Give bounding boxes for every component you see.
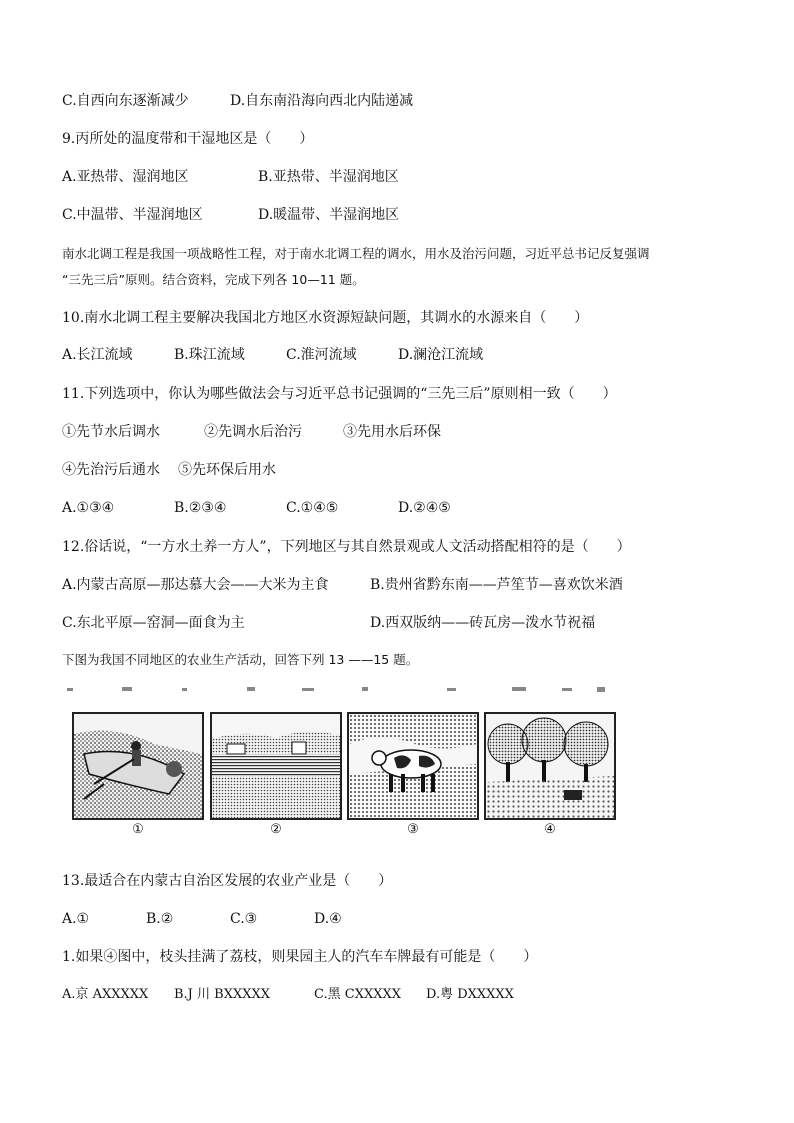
q10-option-a: A.长江流域 bbox=[62, 347, 133, 363]
q10-option-d: D.澜沧江流域 bbox=[398, 347, 484, 363]
intro-10-11-line2: “三先三后”原则。结合资料，完成下列各 10—11 题。 bbox=[62, 272, 365, 287]
q11-stem: 11.下列选项中，你认为哪些做法会与习近平总书记强调的“三先三后”原则相一致（ ） bbox=[62, 386, 617, 402]
figure-panel-2 bbox=[210, 712, 342, 820]
q11-option-a: A.①③④ bbox=[62, 500, 115, 516]
figure-panel-3 bbox=[347, 712, 479, 820]
q14-option-a: A.京 AXXXXX bbox=[62, 987, 149, 1002]
q9-option-d: D.暖温带、半湿润地区 bbox=[258, 207, 400, 223]
figure-label-1: ① bbox=[132, 822, 144, 837]
q11-option-d: D.②④⑤ bbox=[398, 500, 451, 516]
q13-option-b: B.② bbox=[146, 911, 174, 927]
q9-stem: 9.丙所处的温度带和干湿地区是（ ） bbox=[62, 131, 314, 147]
q13-option-a: A.① bbox=[62, 911, 90, 927]
figure-label-2: ② bbox=[270, 822, 282, 837]
q13-stem: 13.最适合在内蒙古自治区发展的农业产业是（ ） bbox=[62, 873, 393, 889]
fishing-boat-image bbox=[74, 714, 202, 818]
q9-option-a: A.亚热带、湿润地区 bbox=[62, 169, 189, 185]
q12-option-d: D.西双版纳——砖瓦房—泼水节祝福 bbox=[370, 615, 596, 631]
q12-option-c: C.东北平原—窑洞—面食为主 bbox=[62, 615, 245, 631]
q14-option-d: D.粤 DXXXXX bbox=[426, 987, 514, 1002]
q12-option-b: B.贵州省黔东南——芦笙节—喜欢饮米酒 bbox=[370, 577, 623, 593]
figure-panel-4 bbox=[484, 712, 616, 820]
figure-label-3: ③ bbox=[407, 822, 419, 837]
figure-crop-strip bbox=[62, 686, 617, 694]
q11-item-1: ①先节水后调水 bbox=[62, 424, 160, 440]
q13-option-d: D.④ bbox=[314, 911, 342, 927]
dairy-cattle-image bbox=[349, 714, 477, 818]
q12-option-a: A.内蒙古高原—那达慕大会——大米为主食 bbox=[62, 577, 329, 593]
q11-option-c: C.①④⑤ bbox=[286, 500, 339, 516]
q10-option-b: B.珠江流域 bbox=[174, 347, 245, 363]
q11-item-5: ⑤先环保后用水 bbox=[178, 462, 276, 478]
q10-stem: 10.南水北调工程主要解决我国北方地区水资源短缺问题，其调水的水源来自（ ） bbox=[62, 310, 589, 326]
q13-option-c: C.③ bbox=[230, 911, 258, 927]
q11-option-b: B.②③④ bbox=[174, 500, 227, 516]
intro-10-11-line1: 南水北调工程是我国一项战略性工程，对于南水北调工程的调水，用水及治污问题，习近平总书记反复强调 bbox=[62, 246, 650, 261]
q12-stem: 12.俗话说，“一方水土养一方人”，下列地区与其自然景观或人文活动搭配相符的是（ ） bbox=[62, 539, 631, 555]
figure-panel-1 bbox=[72, 712, 204, 820]
q9-option-b: B.亚热带、半湿润地区 bbox=[258, 169, 399, 185]
orchard-image bbox=[486, 714, 614, 818]
q11-item-4: ④先治污后通水 bbox=[62, 462, 160, 478]
farmland-image bbox=[212, 714, 340, 818]
q10-option-c: C.淮河流域 bbox=[286, 347, 357, 363]
q14-stem: 1.如果④图中，枝头挂满了荔枝，则果园主人的汽车车牌最有可能是（ ） bbox=[62, 949, 538, 965]
q9-option-c: C.中温带、半湿润地区 bbox=[62, 207, 203, 223]
q11-item-3: ③先用水后环保 bbox=[343, 424, 441, 440]
q14-option-c: C.黑 CXXXXX bbox=[314, 987, 401, 1002]
q14-option-b: B.J 川 BXXXXX bbox=[174, 987, 270, 1002]
intro-13-15: 下图为我国不同地区的农业生产活动，回答下列 13 ——15 题。 bbox=[62, 652, 419, 667]
q8-option-c: C.自西向东逐渐减少 bbox=[62, 93, 189, 109]
figure-label-4: ④ bbox=[544, 822, 556, 837]
q8-option-d: D.自东南沿海向西北内陆递减 bbox=[230, 93, 414, 109]
q11-item-2: ②先调水后治污 bbox=[204, 424, 302, 440]
